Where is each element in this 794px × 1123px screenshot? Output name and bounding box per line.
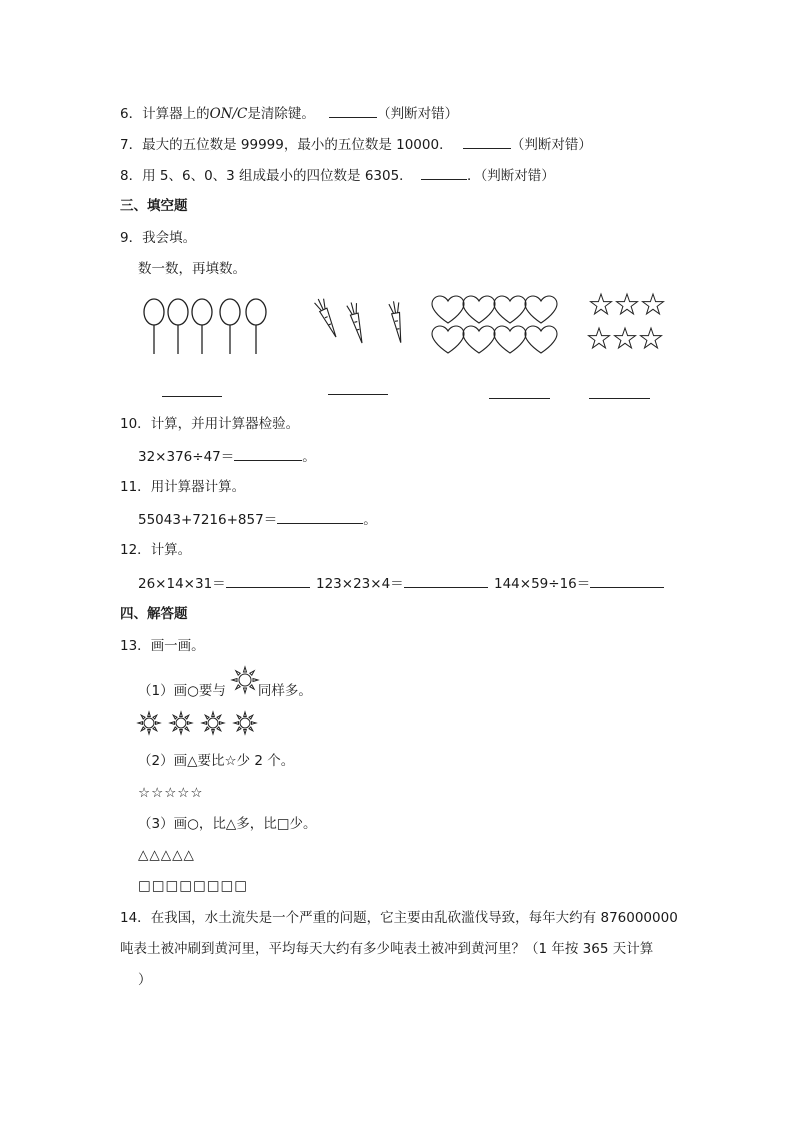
balloons-figure [138,295,270,357]
question-12 [120,540,191,560]
section-3-title: 三、填空题 [120,198,188,214]
q9-answer-carrots[interactable] [328,394,388,395]
q8-number: 8． [120,168,143,184]
star-icon [615,328,636,348]
balloon-icon [220,299,240,325]
star-icon [643,294,664,314]
hearts-figure [432,295,560,357]
heart-icon [525,326,557,353]
q12-number: 12． [120,542,151,558]
q14-line1: 在我国，水土流失是一个严重的问题，它主要由乱砍滥伐导致，每年大约有 876000000 [150,910,678,926]
question-14-line-2: 吨表土被冲刷到黄河里，平均每天大约有多少吨表土被冲到黄河里？（1 年按 365 天计算 [120,941,654,957]
q13-triangles-row: △△△△△ [138,847,195,863]
q10-end: 。 [302,449,316,465]
q12-answer-blank-3[interactable] [590,573,664,588]
q13-part-2: （2）画△要比☆少 2 个。 [138,753,295,769]
q11-number: 11． [120,479,151,495]
q11-text: 用计算器计算。 [150,479,246,495]
q7-text: 最大的五位数是 99999，最小的五位数是 10000． [142,137,453,153]
question-11 [120,477,245,497]
sun-icon [231,666,259,694]
q7-judge: （判断对错） [510,137,592,153]
sun-icon [234,712,256,734]
q10-expression [138,446,316,467]
section-4-title: 四、解答题 [120,606,188,622]
star-icon [617,294,638,314]
question-13 [120,636,205,656]
q9-text: 我会填。 [142,230,197,246]
q6-judge: （判断对错） [377,106,459,122]
heart-icon [494,296,526,323]
q12-expression-2 [316,573,488,594]
heart-icon [525,296,557,323]
carrot-icon [389,300,406,343]
q12-expression-1 [138,573,310,594]
stars-figure [588,294,668,354]
carrots-figure [300,297,410,349]
heart-icon [432,326,464,353]
q6-text-a: 计算器上的 [142,106,210,122]
q13-squares-row: □□□□□□□□ [138,878,249,894]
q8-text: 用 5、6、0、3 组成最小的四位数是 6305． [142,168,413,184]
q7-number: 7． [120,137,143,153]
balloon-icon [192,299,212,325]
q6-answer-blank[interactable] [329,103,377,118]
sun-icon [138,712,160,734]
suns-row [137,709,261,737]
q9-number: 9． [120,230,143,246]
star-icon [589,328,610,348]
q13-stars-row: ☆☆☆☆☆ [138,785,204,801]
star-icon [641,328,662,348]
carrot-icon [346,301,367,344]
q9-answer-hearts[interactable] [489,398,550,399]
sun-icon [202,712,224,734]
balloon-icon [144,299,164,325]
balloon-icon [168,299,188,325]
balloon-icon [246,299,266,325]
q10-expr: 32×376÷47＝ [138,449,235,465]
q12-expr3: 144×59÷16＝ [494,576,591,592]
q12-text: 计算。 [150,542,192,558]
question-14-line-3: ） [138,972,152,988]
q11-expr: 55043+7216+857＝ [138,512,278,528]
heart-icon [463,296,495,323]
q11-answer-blank[interactable] [277,509,363,524]
heart-icon [494,326,526,353]
q13-p1-text-b: 同样多。 [257,683,312,699]
q7-answer-blank[interactable] [463,134,511,149]
question-8 [120,165,555,186]
q6-number: 6． [120,106,143,122]
q9-answer-stars[interactable] [589,398,650,399]
q14-number: 14． [120,910,151,926]
q9-answer-balloons[interactable] [162,396,222,397]
carrot-icon [314,297,341,339]
question-9 [120,228,196,248]
q11-end: 。 [363,512,377,528]
q8-judge: ．（判断对错） [466,168,555,184]
q10-number: 10． [120,416,151,432]
q13-text: 画一画。 [150,638,205,654]
heart-icon [463,326,495,353]
question-14-line-1 [120,908,678,928]
q6-text-b: 是清除键。 [247,106,315,122]
q10-answer-blank[interactable] [234,446,302,461]
heart-icon [432,296,464,323]
question-10 [120,414,299,434]
q10-text: 计算，并用计算器检验。 [150,416,300,432]
q12-answer-blank-2[interactable] [404,573,488,588]
sun-icon [170,712,192,734]
question-7 [120,134,592,155]
q12-answer-blank-1[interactable] [226,573,310,588]
q11-expression [138,509,377,530]
q9-subtitle: 数一数，再填数。 [138,261,246,277]
q13-number: 13． [120,638,151,654]
q12-expr1: 26×14×31＝ [138,576,226,592]
q13-part-1 [138,681,312,701]
question-6 [120,103,458,124]
q8-answer-blank[interactable] [421,165,467,180]
q13-p1-text-a: （1）画○要与 [138,683,226,699]
q12-expr2: 123×23×4＝ [316,576,404,592]
q13-part-3: （3）画○，比△多，比□少。 [138,816,317,832]
star-icon [591,294,612,314]
q12-expression-3 [494,573,664,594]
q6-key-label: ON/C [209,106,248,122]
